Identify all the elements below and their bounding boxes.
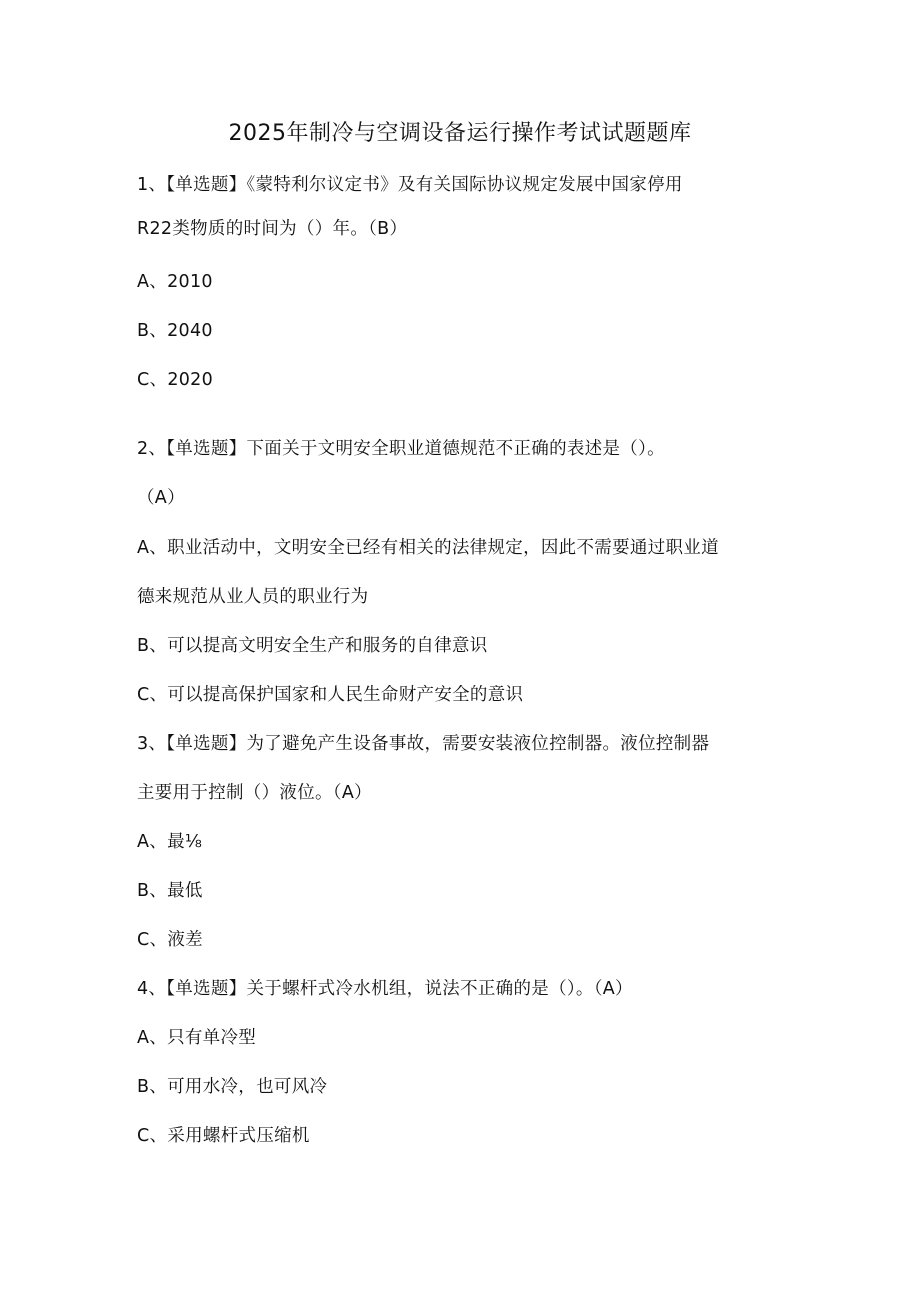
page-title: 2025年制冷与空调设备运行操作考试试题题库: [228, 121, 692, 146]
question-2-option-c: C、可以提高保护国家和人民生命财产安全的意识: [137, 685, 524, 705]
question-2-option-b: B、可以提高文明安全生产和服务的自律意识: [137, 636, 488, 656]
question-1-option-c: C、2020: [137, 370, 214, 390]
question-3-stem-line-2: 主要用于控制（）液位。（A）: [137, 783, 372, 803]
question-2-option-a-line-2: 德来规范从业人员的职业行为: [137, 587, 369, 607]
question-4-stem: 4、【单选题】关于螺杆式冷水机组，说法不正确的是（）。（A）: [137, 979, 633, 999]
question-2-stem-line-1: 2、【单选题】下面关于文明安全职业道德规范不正确的表述是（）。: [137, 439, 665, 459]
question-2-option-a-line-1: A、职业活动中，文明安全已经有相关的法律规定，因此不需要通过职业道: [137, 538, 719, 558]
question-3-option-c: C、液差: [137, 930, 203, 950]
question-4-option-c: C、采用螺杆式压缩机: [137, 1126, 310, 1146]
question-4-option-a: A、只有单冷型: [137, 1028, 257, 1048]
question-2-stem-line-2: （A）: [137, 488, 185, 508]
question-3-option-a: A、最⅛: [137, 832, 203, 852]
question-1-stem-line-1: 1、【单选题】《蒙特利尔议定书》及有关国际协议规定发展中国家停用: [137, 175, 683, 195]
question-3-option-b: B、最低: [137, 881, 203, 901]
question-1-option-b: B、2040: [137, 321, 213, 341]
question-1-stem-line-2: R22类物质的时间为（）年。（B）: [137, 219, 408, 239]
question-3-stem-line-1: 3、【单选题】为了避免产生设备事故，需要安装液位控制器。液位控制器: [137, 734, 710, 754]
question-1-option-a: A、2010: [137, 272, 213, 292]
question-4-option-b: B、可用水冷，也可风冷: [137, 1077, 328, 1097]
